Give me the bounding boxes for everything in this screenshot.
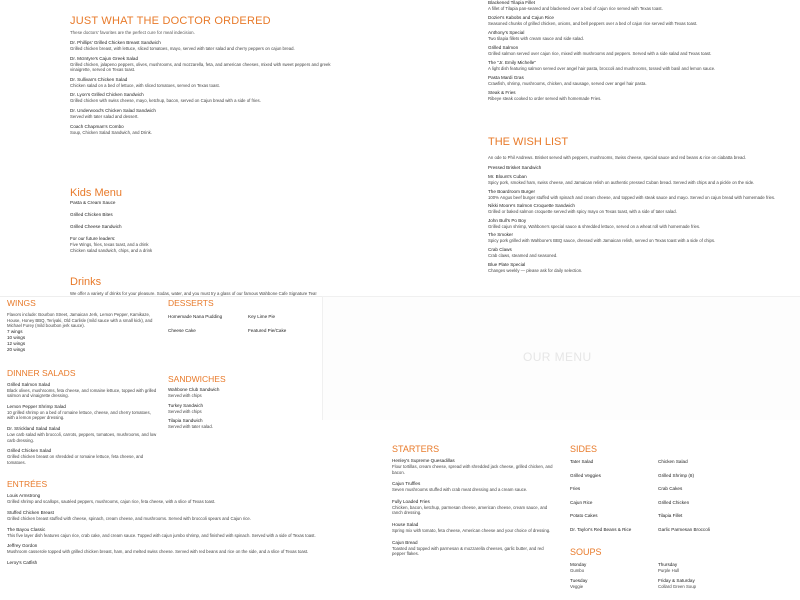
menu-item	[7, 510, 317, 522]
menu-item	[488, 203, 794, 215]
kids-items	[70, 200, 270, 253]
item-name: Dr. Phillips' Grilled Chicken Breast Sandwich	[70, 40, 161, 45]
item-desc: Grilled chicken breast, with lettuce, sliced tomatoes, mayo, served with tater salad and cherry peppers on cajun bread.	[70, 46, 295, 51]
item-desc: A fillet of Tilapia pan-seared and blackened over a bed of cajun rice served with Texas toast.	[488, 6, 663, 11]
menu-item	[70, 108, 332, 120]
dessert-item: Cheese Cake	[168, 328, 196, 333]
item-name: Pasta Mardi Gras	[488, 74, 524, 80]
item-name: Cajun Truffles	[392, 481, 421, 487]
menu-item	[7, 527, 317, 539]
side-item: Tater Salad	[570, 459, 594, 464]
menu-item	[488, 15, 794, 27]
soups-grid	[570, 562, 790, 590]
item-name: The Bayou Classic	[7, 526, 46, 532]
sandwiches-title: SANDWICHES	[168, 374, 226, 384]
item-name: Henley's Supreme Quesadillas	[392, 458, 455, 463]
item-desc: Ribeye steak cooked to order served with homemade Fries.	[488, 95, 602, 101]
menu-item	[7, 448, 157, 465]
item-desc: Low carb salad with broccoli, carrots, peppers, tomatoes, mushrooms, and low carb dressing.	[7, 431, 157, 443]
item-desc: Crab claws, steamed and seasoned.	[488, 252, 558, 258]
side-item: Crab Cakes	[658, 486, 683, 491]
menu-item	[488, 75, 794, 87]
doctor-panel	[62, 0, 482, 300]
bottom-left-panel	[0, 296, 322, 600]
item-name: The Smoker	[488, 232, 514, 238]
desserts-title: DESSERTS	[168, 298, 214, 308]
item-name: Blackened Tilapia Fillet	[488, 0, 535, 5]
item-name: John Bull's Po Boy	[488, 217, 527, 223]
item-name: Tilapia Sandwich	[168, 418, 203, 424]
starters-column	[392, 444, 557, 563]
side-item: Dr. Taylor's Red Beans & Rice	[570, 526, 632, 532]
item-desc: Toasted and topped with parmesan & mozzarella cheeses, garlic butter, and red pepper flakes.	[392, 545, 544, 557]
menu-item	[7, 426, 157, 443]
item-name: Steak & Fries	[488, 89, 516, 95]
soup-name: Purple Hull	[658, 567, 680, 573]
side-item: Potato Cakes	[570, 513, 598, 518]
menu-item	[488, 262, 794, 274]
item-desc: Soup, Chicken Salad Sandwich, and Drink.	[70, 129, 152, 135]
item-name: Grilled Chicken Salad	[7, 448, 52, 454]
item-name: House Salad	[392, 521, 419, 527]
item-name: Cajun Bread	[392, 539, 418, 545]
menu-item	[70, 40, 332, 52]
soup-entry	[658, 578, 778, 590]
wings-desc: Flavors include: Bourbon Street, Jamaican Jerk, Lemon Pepper, Kamikaze, House, Honey BBQ, Teriyaki, Old Carlisle (mild sauce with a small kick), and Michael Furey (mild bourbon jerk sauce).	[7, 312, 153, 329]
menu-item	[392, 522, 557, 534]
kids-item: Grilled Cheese Sandwich	[70, 224, 122, 229]
wings-counts	[7, 329, 157, 354]
kids-item: Pasta & Cream Sauce	[70, 200, 116, 205]
item-name: Leroy's Catfish	[7, 559, 38, 565]
item-desc: Seven mushrooms stuffed with crab meat dressing and a cream sauce.	[392, 487, 528, 493]
item-desc: 100% Angus beef burger stuffed with spinach and cream cheese, and topped with steak sauce and mayo. Served on cajun bread with homemade fries.	[488, 194, 776, 200]
menu-item	[70, 56, 332, 73]
dessert-item: Featured Pie/Cake	[248, 328, 287, 333]
kids-future-line: Five Wings, fries, texas toast, and a drink	[70, 242, 149, 247]
item-name: Grilled Salmon Salad	[7, 381, 51, 387]
menu-item	[7, 543, 317, 555]
menu-item	[488, 232, 794, 244]
item-desc: Grilled chicken breast on shredded or romaine lettuce, feta cheese, and tomatoes.	[7, 454, 144, 465]
side-item: Grilled Veggies	[570, 472, 601, 478]
menu-item	[392, 458, 557, 475]
item-desc: Chicken salad on a bed of lettuce, with sliced tomatoes, served on Texas toast.	[70, 82, 220, 88]
item-desc: Crawfish, shrimp, mushrooms, chicken, and sausage, served over angel hair pasta.	[488, 80, 647, 86]
wings-count: 10 wings	[7, 334, 26, 340]
item-name: Dr. Sullivan's Chicken Salad	[70, 76, 128, 82]
menu-item	[7, 382, 157, 399]
item-name: Dr. Strickland Salad Salad	[7, 425, 61, 431]
wish-list-items	[488, 165, 794, 276]
soup-name: Collard Green Soup	[658, 584, 696, 590]
item-desc: Grilled shrimp and scallops, sautéed peppers, mushrooms, cajun rice, feta cheese, with a slice of Texas toast.	[7, 499, 216, 505]
item-name: Turkey Sandwich	[168, 402, 204, 408]
side-item: Fries	[570, 486, 581, 491]
side-item: Tilapia Fillet	[658, 513, 683, 518]
soup-entry	[658, 562, 778, 574]
kids-future-heading: For our future leaders:	[70, 236, 116, 241]
soup-day: Friday & Saturday	[658, 578, 695, 584]
right-top-items	[488, 0, 794, 105]
menu-item	[488, 247, 794, 259]
item-desc: Two tilapia fillets with cream sauce and side salad.	[488, 35, 585, 41]
item-name: Dr. Lyon's Grilled Chicken Sandwich	[70, 92, 144, 98]
item-name: Jeffrey Gordon	[7, 543, 38, 549]
menu-item	[168, 387, 318, 399]
item-name: Anthony's Special	[488, 29, 525, 35]
bottom-right-panel	[384, 420, 800, 600]
menu-item	[488, 218, 794, 230]
menu-cover-panel	[322, 296, 800, 420]
kids-future-leaders	[70, 236, 270, 253]
menu-item	[392, 481, 557, 493]
item-name: Mr. Blount's Cuban	[488, 174, 527, 179]
side-item: Chicken Salad	[658, 459, 688, 464]
soup-day: Monday	[570, 561, 587, 567]
side-item: Grilled Chicken	[658, 499, 690, 505]
item-desc: Served with chips	[168, 393, 202, 398]
entrees-right-panel	[482, 0, 800, 300]
entrees-items	[7, 493, 317, 565]
soups-title: SOUPS	[570, 546, 602, 557]
soup-name: Veggie	[570, 584, 584, 590]
menu-item	[7, 560, 317, 566]
kids-item: Grilled Chicken Bites	[70, 212, 113, 217]
menu-item	[488, 45, 794, 57]
drinks-title: Drinks	[70, 276, 102, 288]
item-name: The Boardroom Burger	[488, 188, 535, 194]
menu-item	[488, 30, 794, 42]
menu-item	[168, 403, 318, 415]
item-name: Nikki Moore's Salmon Croquette Sandwich	[488, 203, 575, 209]
sides-soups-column	[570, 444, 790, 590]
item-name: Dozier's Kabobs and Cajun Rice	[488, 14, 554, 20]
menu-item	[168, 418, 318, 430]
side-item: Garlic Parmesan Broccoli	[658, 526, 710, 532]
our-menu-title: OUR MENU	[523, 350, 592, 364]
menu-item	[392, 540, 557, 557]
menu-item	[488, 189, 794, 201]
menu-item	[70, 77, 332, 89]
menu-item	[488, 174, 794, 186]
item-desc: Seasoned chunks of grilled chicken, onions, and bell peppers over a bed of cajun rice served with Texas toast.	[488, 20, 698, 26]
side-item: Grilled Shrimp (8)	[658, 472, 694, 478]
item-name: Coach Chapman's Combo	[70, 123, 124, 129]
item-desc: Grilled chicken breast stuffed with cheese, spinach, cream cheese, and mushrooms. Served with broccoli spears and Cajun rice.	[7, 515, 252, 521]
item-desc: 10 grilled shrimp on a bed of romaine lettuce, cheese, and cherry tomatoes, with a lemon pepper dressing.	[7, 409, 151, 421]
side-item: Cajun Rice	[570, 499, 593, 505]
entrees-title: ENTRÉES	[7, 479, 48, 490]
menu-item	[392, 499, 557, 516]
item-desc: Served with tater salad.	[168, 424, 213, 430]
kids-menu-title: Kids Menu	[70, 187, 122, 199]
drinks-text: We offer a variety of drinks for your pleasure. Sodas, water, and you must try a glass of our famous Wahbone Cafe Signature Tea!	[70, 291, 317, 296]
menu-item	[7, 493, 317, 505]
item-name: Dr. McIntyre's Cajun Greek Salad	[70, 55, 139, 61]
item-desc: This five layer dish features cajun rice, crab cake, and cream sauce. Topped with cajun jumbo shrimp, and finished with spinach. Served with a side of Texas toast.	[7, 532, 316, 538]
doctor-section-title: JUST WHAT THE DOCTOR ORDERED	[70, 15, 271, 27]
starters-title: STARTERS	[392, 444, 440, 454]
item-name: Stuffed Chicken Breast	[7, 509, 54, 515]
item-desc: Grilled or baked salmon croquette served with spicy mayo on Texas toast, with a side of tater salad.	[488, 209, 677, 215]
item-name: Blue Plate Special	[488, 261, 526, 267]
item-desc: Grilled chicken with swiss cheese, mayo, ketchup, bacon, served on Cajun bread with a side of fries.	[70, 98, 261, 104]
item-name: Crab Claws	[488, 246, 512, 252]
desserts-grid	[168, 314, 318, 334]
item-name: The "Jr. Emily Michelle"	[488, 59, 536, 65]
menu-item	[70, 124, 332, 136]
item-desc: Spring mix with tomato, feta cheese, American cheese and your choice of dressing.	[392, 527, 551, 533]
wings-count: 7 wings	[7, 328, 23, 334]
dinner-salads-title: DINNER SALADS	[7, 367, 76, 378]
soup-day: Tuesday	[570, 578, 588, 584]
item-desc: Flour tortillas, cream cheese, spread with shredded jack cheese, grilled chicken, and bacon.	[392, 464, 553, 475]
item-name: Fully Loaded Fries	[392, 498, 430, 504]
soup-entry	[570, 578, 658, 590]
soup-day: Thursday	[658, 561, 678, 567]
menu-item	[70, 92, 332, 104]
dessert-item: Homemade Nana Pudding	[168, 314, 223, 319]
item-name: Pressed Brisket Sandwich	[488, 165, 542, 170]
menu-item	[488, 60, 794, 72]
item-desc: Grilled salmon served over cajun rice, mixed with mushrooms and peppers. Served with a side salad and Texas toast.	[488, 50, 712, 56]
item-desc: Spicy pork, smoked ham, swiss cheese, and Jamaican relish on authentic pressed Cuban bread. Served with chips and a pickle on the side.	[488, 180, 755, 185]
kids-future-line: Chicken salad sandwich, chips, and a drink	[70, 247, 153, 253]
item-desc: Changes weekly — please ask for daily selection.	[488, 267, 583, 273]
soup-entry	[570, 562, 658, 574]
menu-item	[488, 165, 794, 171]
doctor-items	[70, 40, 332, 139]
sides-grid	[570, 459, 790, 533]
item-desc: Black olives, mushrooms, feta cheese, and romaine lettuce, topped with grilled salmon and vinaigrette dressing.	[7, 387, 157, 399]
item-desc: Grilled cajun shrimp, Wahbone's special sauce & shredded lettuce, served on a wheat roll with homemade fries.	[488, 223, 701, 229]
menu-item	[488, 0, 794, 12]
dessert-item: Key Lime Pie	[248, 314, 276, 319]
menu-item	[488, 90, 794, 102]
item-desc: Mushroom casserole topped with grilled chicken breast, ham, and melted swiss cheese. Served with red beans and rice on the side, and a slice of Texas toast.	[7, 549, 309, 555]
menu-item	[7, 404, 157, 421]
doctor-intro: These doctors' favorites are the perfect cure for meal indecision.	[70, 30, 195, 35]
item-name: Grilled Salmon	[488, 44, 519, 50]
item-desc: Chicken, bacon, ketchup, parmesan cheese, american cheese, cream sauce, and ranch dressing.	[392, 504, 548, 516]
sides-title: SIDES	[570, 444, 598, 454]
item-desc: A light dish featuring salmon served over angel hair pasta, broccoli and mushrooms, tossed with basil and lemon sauce.	[488, 65, 716, 71]
item-name: Louis Armstrong	[7, 493, 41, 499]
wings-count: 20 wings	[7, 347, 26, 353]
soup-name: Gumbo	[570, 567, 585, 573]
item-name: Dr. Underwood's Chicken Salad Sandwich	[70, 107, 156, 113]
item-name: Lemon Pepper Shrimp Salad	[7, 403, 66, 409]
item-name: Wahbone Club Sandwich	[168, 387, 220, 392]
item-desc: Served with tater salad and dessert.	[70, 113, 139, 119]
item-desc: Grilled chicken, jalapeno peppers, olives, mushrooms, and mozzarella, feta, and american cheeses, mixed with sweet peppers and greek vinaigrette, served on Texas toast.	[70, 61, 331, 73]
item-desc: Served with chips	[168, 408, 202, 414]
wings-count: 12 wings	[7, 341, 26, 347]
desserts-sandwiches-column	[168, 297, 318, 434]
wish-list-title: THE WISH LIST	[488, 136, 569, 148]
item-desc: Spicy pork grilled with Wahbone's BBQ sauce, dressed with Jamaican relish, served on Texas toast with a side of chips.	[488, 238, 716, 244]
wings-title: WINGS	[7, 298, 36, 308]
wish-list-intro: An ode to Phil Andrews. Brisket served with peppers, mushrooms, Swiss cheese, special sauce and red beans & rice on ciabatta bread.	[488, 155, 746, 160]
